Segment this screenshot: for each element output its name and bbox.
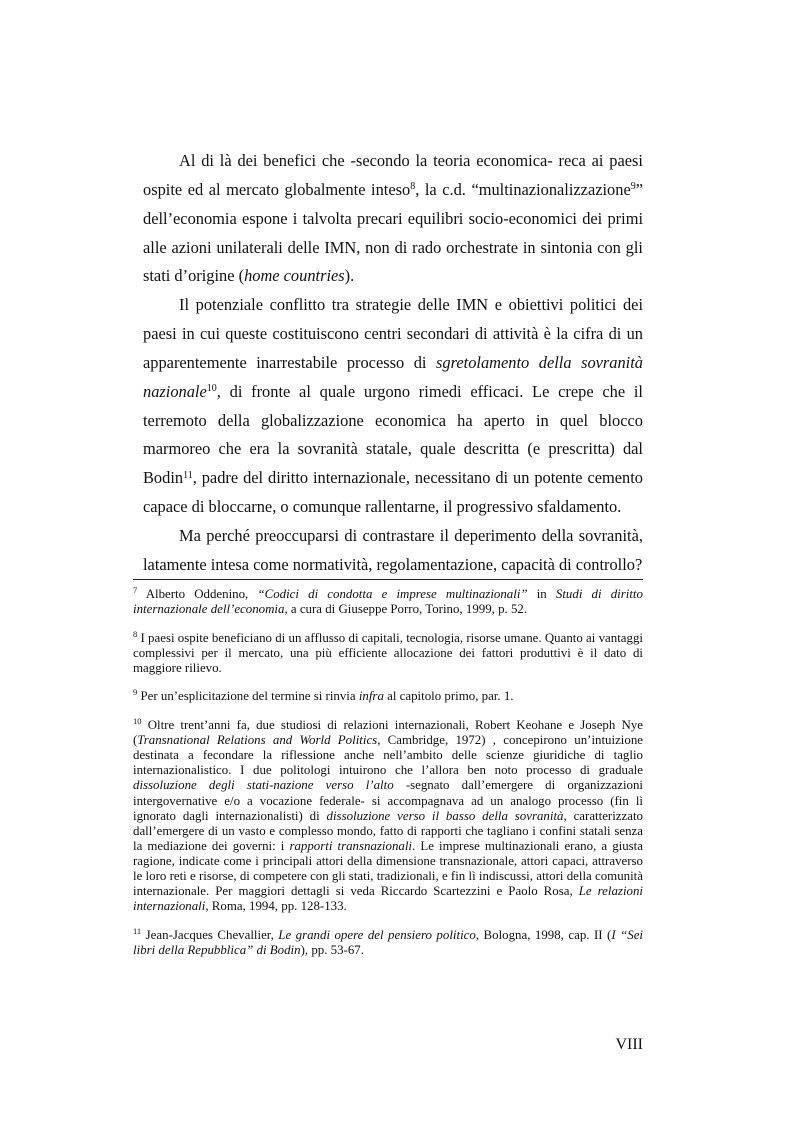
footnote-8: $^8$ I paesi ospite beneficiano di un afflusso di capitali, tecnologia, risorse umane. Quanto ai vantaggi complessivi per il mercato, una più efficiente allocazione dei fattori produttivi è il dato di maggiore rilievo. bbox=[133, 628, 643, 675]
page-number: VIII bbox=[615, 1036, 643, 1053]
paragraph-2: Il potenziale conflitto tra strategie delle IMN e obiettivi politici dei paesi in cui queste costituiscono centri secondari di attività è la cifra di un apparentemente inarrestabile processo di sgretolamento della sovranità nazionale$^{10}$, di fronte al quale urgono rimedi efficaci. Le crepe che il terremoto della globalizzazione economica ha aperto in quel blocco marmoreo che era la sovranità statale, quale descritta (e prescritta) dal Bodin$^{11}$, padre del diritto internazionale, necessitano di un potente cemento capace di bloccarne, o comunque rallentarne, il progressivo sfaldamento. bbox=[143, 295, 643, 517]
paragraph-3: Ma perché preoccuparsi di contrastare il deperimento della sovranità, latamente intesa come normatività, regolamentazione, capacità di controllo? bbox=[143, 525, 643, 574]
footnote-11: $^{11}$ Jean-Jacques Chevallier, Le grandi opere del pensiero politico, Bologna, 1998, cap. II (I “Sei libri della Repubblica” di Bodin), pp. 53-67. bbox=[133, 925, 643, 957]
footnotes bbox=[133, 584, 644, 971]
footnote-10: $^{10}$ Oltre trent’anni fa, due studiosi di relazioni internazionali, Robert Keohane e Joseph Nye (Transnational Relations and World Politics, Cambridge, 1972) , concepirono un’intuizione destinata a fecondare la riflessione anche nell’ambito delle scienze giuridiche di taglio internazionalistico. I due politologi intuirono che l’allora ben noto processo di graduale dissoluzione degli stati-nazione verso l’alto -segnato dall’emergere di organizzazioni intergovernative e/o a vocazione federale- si accompagnava ad un analogo processo (fin lì ignorato dagli internazionalisti) di dissoluzione verso il basso della sovranità, caratterizzato dall’emergere di un vasto e complesso mondo, fatto di rapporti che tagliano i confini statali senza la mediazione dei governi: i rapporti transnazionali. Le imprese multinazionali erano, a giusta ragione, indicate come i principali attori della dimensione transnazionale, attori capaci, attraverso le loro reti e risorse, di competere con gli stati, tradizionali, e fin lì indiscussi, attori della comunità internazionale. Per maggiori dettagli si veda Riccardo Scartezzini e Paolo Rosa, Le relazioni internazionali, Roma, 1994, pp. 128-133. bbox=[133, 715, 644, 914]
footnote-ref-11: 11 bbox=[183, 469, 193, 481]
footnote-9: $^9$ Per un’esplicitazione del termine si rinvia infra al capitolo primo, par. 1. bbox=[133, 687, 514, 704]
footnote-ref-9: 9 bbox=[630, 181, 636, 193]
footnote-ref-10: 10 bbox=[206, 383, 217, 395]
paragraph-1: Al di là dei benefici che -secondo la teoria economica- reca ai paesi ospite ed al mercato globalmente inteso$^8$, la c.d. “multinazionalizzazione$^9$” dell’economia espone i talvolta precari equilibri socio-economici dei primi alle azioni unilaterali delle IMN, non di rado orchestrate in sintonia con gli stati d’origine (home countries). bbox=[143, 151, 643, 286]
footnote-ref-8: 8 bbox=[410, 181, 416, 193]
footnote-7: $^7$ Alberto Oddenino, “Codici di condotta e imprese multinazionali” in Studi di diritto internazionale dell’economia, a cura di Giuseppe Porro, Torino, 1999, p. 52. bbox=[133, 584, 643, 617]
body-text bbox=[143, 147, 643, 580]
footnote-divider bbox=[133, 579, 643, 580]
